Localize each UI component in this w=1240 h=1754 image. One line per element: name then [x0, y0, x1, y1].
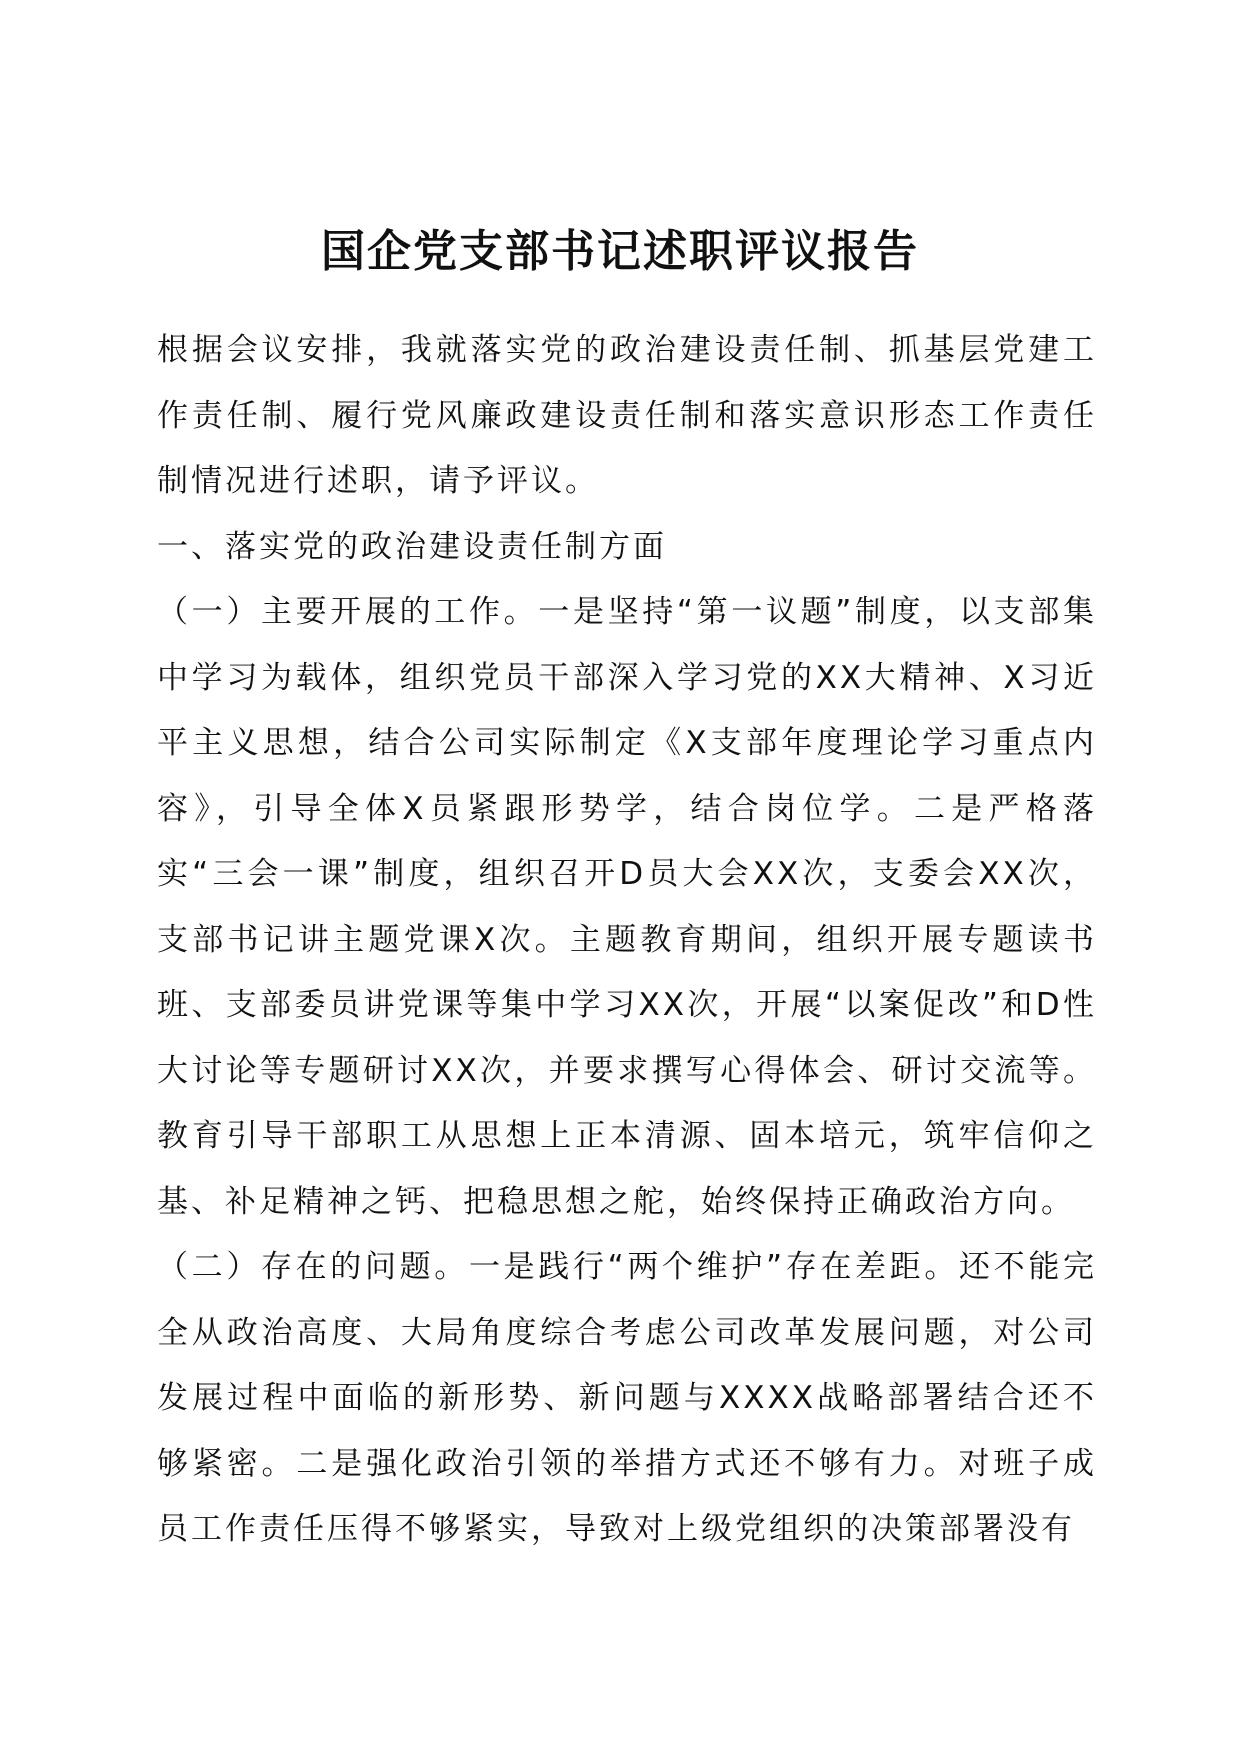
section-heading: 一、落实党的政治建设责任制方面 [157, 528, 667, 565]
intro-paragraph: 根据会议安排，我就落实党的政治建设责任制、抓基层党建工作责任制、履行党风廉政建设责任制和落实意识形态工作责任制情况进行述职，请予评议。 [157, 332, 1097, 499]
document-body [157, 318, 1097, 1563]
problems-paragraph: （二）存在的问题。一是践行“两个维护”存在差距。还不能完全从政治高度、大局角度综合考虑公司改革发展问题，对公司发展过程中面临的新形势、新问题与XXXX战略部署结合还不够紧密。二是强化政治引领的举措方式还不够有力。对班子成员工作责任压得不够紧实，导致对上级党组织的决策部署没有 [157, 1249, 1097, 1547]
work-paragraph: （一）主要开展的工作。一是坚持“第一议题”制度，以支部集中学习为载体，组织党员干部深入学习党的XX大精神、X习近平主义思想，结合公司实际制定《X支部年度理论学习重点内容》，引导全体X员紧跟形势学，结合岗位学。二是严格落实“三会一课”制度，组织召开D员大会XX次，支委会XX次，支部书记讲主题党课X次。主题教育期间，组织开展专题读书班、支部委员讲党课等集中学习XX次，开展“以案促改”和D性大讨论等专题研讨XX次，并要求撰写心得体会、研讨交流等。教育引导干部职工从思想上正本清源、固本培元，筑牢信仰之基、补足精神之钙、把稳思想之舵，始终保持正确政治方向。 [157, 594, 1097, 1220]
document-title: 国企党支部书记述职评议报告 [321, 226, 919, 277]
